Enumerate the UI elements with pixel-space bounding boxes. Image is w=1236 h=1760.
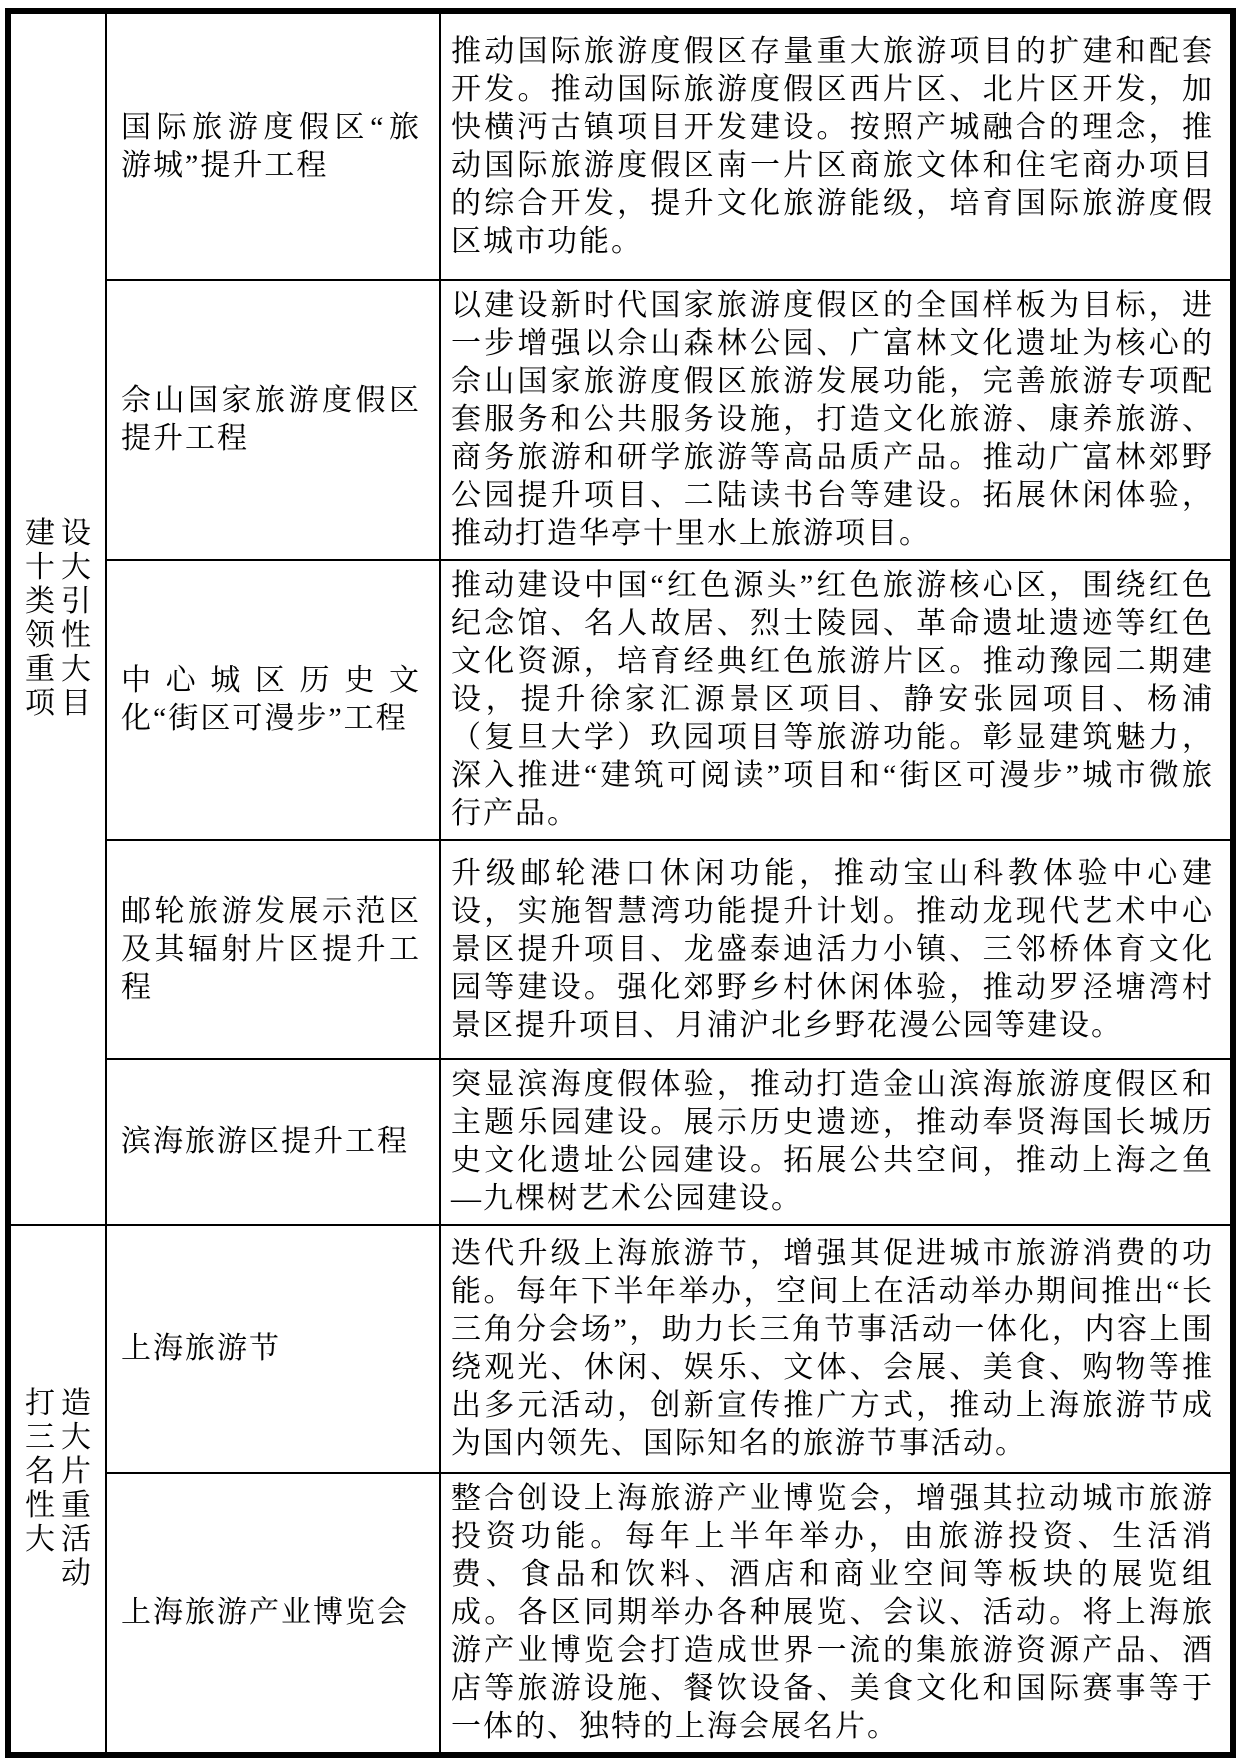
project-name: 国际旅游度假区“旅游城”提升工程 xyxy=(121,110,421,182)
project-description-cell xyxy=(440,11,1233,280)
project-name-cell xyxy=(106,1473,440,1755)
project-name-cell xyxy=(106,560,440,840)
project-name-cell xyxy=(106,11,440,280)
project-name: 佘山国家旅游度假区提升工程 xyxy=(121,384,421,455)
table-row xyxy=(8,11,1233,280)
project-description-cell xyxy=(440,280,1233,560)
project-description: 整合创设上海旅游产业博览会，增强其拉动城市旅游投资功能。每年上半年举办，由旅游投资、生活消费、食品和饮料、酒店和商业空间等板块的展览组成。各区同期举办各种展览、会议、活动。将上海旅游产业博览会打造成世界一流的集旅游资源产品、酒店等旅游设施、餐饮设备、美食文化和国际赛事等于一体的、独特的上海会展名片。 xyxy=(451,1482,1214,1743)
project-description: 迭代升级上海旅游节，增强其促进城市旅游消费的功能。每年下半年举办，空间上在活动举办期间推出“长三角分会场”，助力长三角节事活动一体化，内容上围绕观光、休闲、娱乐、文体、会展、美食、购物等推出多元活动，创新宣传推广方式，推动上海旅游节成为国内领先、国际知名的旅游节事活动。 xyxy=(451,1237,1214,1460)
project-name-cell xyxy=(106,840,440,1059)
project-description-cell xyxy=(440,1225,1233,1473)
table-row xyxy=(8,1059,1233,1225)
project-name-cell xyxy=(106,1059,440,1225)
category-cell-major-events xyxy=(8,1225,106,1755)
projects-table xyxy=(5,8,1236,1758)
project-description: 升级邮轮港口休闲功能，推动宝山科教体验中心建设，实施智慧湾功能提升计划。推动龙现代艺术中心景区提升项目、龙盛泰迪活力小镇、三邻桥体育文化园等建设。强化郊野乡村休闲体验，推动罗泾塘湾村景区提升项目、月浦沪北乡野花漫公园等建设。 xyxy=(451,856,1214,1042)
project-description: 以建设新时代国家旅游度假区的全国样板为目标，进一步增强以佘山森林公园、广富林文化遗址为核心的佘山国家旅游度假区旅游发展功能，完善旅游专项配套服务和公共服务设施，打造文化旅游、康养旅游、商务旅游和研学旅游等高品质产品。推动广富林郊野公园提升项目、二陆读书台等建设。拓展休闲体验，推动打造华亭十里水上旅游项目。 xyxy=(451,289,1214,550)
project-name: 邮轮旅游发展示范区及其辐射片区提升工程 xyxy=(121,894,421,1004)
project-description: 推动建设中国“红色源头”红色旅游核心区，围绕红色纪念馆、名人故居、烈士陵园、革命遗址遗迹等红色文化资源，培育经典红色旅游片区。推动豫园二期建设，提升徐家汇源景区项目、静安张园项目、杨浦（复旦大学）玖园项目等旅游功能。彰显建筑魅力，深入推进“建筑可阅读”项目和“街区可漫步”城市微旅行产品。 xyxy=(451,569,1214,830)
project-name-cell xyxy=(106,280,440,560)
project-name: 滨海旅游区提升工程 xyxy=(121,1125,409,1158)
table-row xyxy=(8,1225,1233,1473)
table-row xyxy=(8,560,1233,840)
table-row xyxy=(8,840,1233,1059)
project-description-cell xyxy=(440,1473,1233,1755)
category-cell-major-projects xyxy=(8,11,106,1225)
project-description-cell xyxy=(440,560,1233,840)
project-name: 上海旅游产业博览会 xyxy=(121,1596,409,1629)
project-description-cell xyxy=(440,840,1233,1059)
project-name-cell xyxy=(106,1225,440,1473)
category-label: 打造三大名片性重大活动 xyxy=(25,1387,91,1590)
table-row xyxy=(8,1473,1233,1755)
project-description-cell xyxy=(440,1059,1233,1225)
table-row xyxy=(8,280,1233,560)
project-name: 上海旅游节 xyxy=(121,1332,281,1365)
category-label: 建设十大类引领性重大项目 xyxy=(25,517,91,720)
project-name: 中心城区历史文化“街区可漫步”工程 xyxy=(121,664,421,735)
project-description: 推动国际旅游度假区存量重大旅游项目的扩建和配套开发。推动国际旅游度假区西片区、北片区开发，加快横沔古镇项目开发建设。按照产城融合的理念，推动国际旅游度假区南一片区商旅文体和住宅商办项目的综合开发，提升文化旅游能级，培育国际旅游度假区城市功能。 xyxy=(451,34,1214,258)
project-description: 突显滨海度假体验，推动打造金山滨海旅游度假区和主题乐园建设。展示历史遗迹，推动奉贤海国长城历史文化遗址公园建设。拓展公共空间，推动上海之鱼—九棵树艺术公园建设。 xyxy=(451,1068,1214,1215)
